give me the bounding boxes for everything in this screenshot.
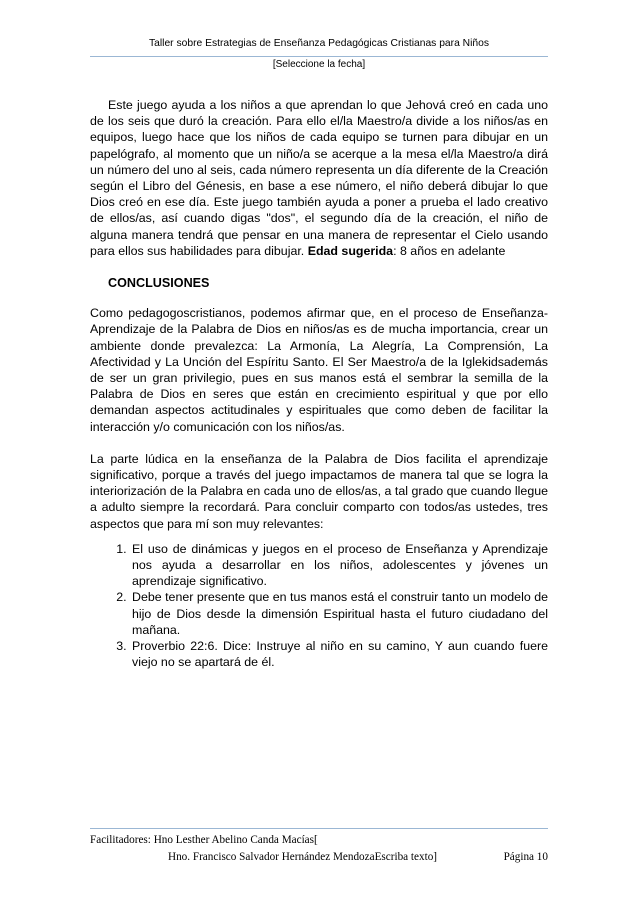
conclusions-heading: CONCLUSIONES — [108, 276, 210, 291]
age-label: Edad sugerida — [307, 243, 394, 258]
list-item: 1. El uso de dinámicas y juegos en el proceso de Enseñanza y Aprendizaje nos ayuda a desarrollar en los niños, adolescentes y jóvenes un aprendizaje significativo. — [130, 541, 548, 590]
paragraph-text: Este juego ayuda a los niños a que aprendan lo que Jehová creó en cada uno de los seis que duró la creación. Para ello el/la Maestro/a divide a los niños/as en equipos, luego hace que los niños de cada equipo se turnen para dibujar en un papelógrafo, al momento que un niño/a se acerque a la mesa el/la Maestro/a dirá un número del uno al seis, cada número representa un día diferente de la Creación según el Libro del Génesis, en base a ese número, el niño deberá dibujar lo que Dios creó en ese día. Este juego también ayuda a poner a prueba el lado creativo de ellos/as, así cuando digas "dos", el segundo día de la creación, el niño de alguna manera tendrá que pensar en una manera de representar el Cielo usando para ellos sus habilidades para dibujar. — [90, 98, 548, 258]
footer-facilitators-line2[interactable]: Hno. Francisco Salvador Hernández MendozaEscriba texto] — [168, 851, 438, 863]
paragraph-conclusions: Como pedagogoscristianos, podemos afirmar que, en el proceso de Enseñanza-Aprendizaje de la Palabra de Dios en niños/as es de mucha importancia, crear un ambiente donde prevalezca: La Armonía, La Alegría, La Comprensión, La Afectividad y La Unción del Espíritu Santo. El Ser Maestro/a de la Iglekidsademás de ser un gran privilegio, pues en sus manos está el sembrar la semilla de la Palabra de Dios en seres que están en crecimiento espiritual y que por ello demandan aspectos actitudinales y espirituales que como deben de facilitar la interacción y/o comunicación con los niños/as. — [90, 306, 548, 434]
document-body — [90, 97, 548, 671]
footer-divider — [90, 828, 548, 829]
footer-facilitators-line1: Facilitadores: Hno Lesther Abelino Canda Macías[ — [90, 834, 318, 846]
paragraph-ludic: La parte lúdica en la enseñanza de la Palabra de Dios facilita el aprendizaje significativo, porque a través del juego impactamos de manera tal que se logra la interiorización de la Palabra en cada uno de ellos/as, a tal grado que cuando llegue a adulto siempre la recordará. Para concluir comparto con todos/as ustedes, tres aspectos que para mí son muy relevantes: — [90, 451, 548, 531]
page-footer — [90, 832, 548, 866]
age-value: : 8 años en adelante — [393, 243, 506, 258]
paragraph-game-description — [90, 97, 548, 259]
date-field[interactable]: [Seleccione la fecha] — [272, 59, 366, 70]
page-number: Página 10 — [503, 851, 548, 863]
list-item: 2. Debe tener presente que en tus manos está el construir tanto un modelo de hijo de Dios desde la dimensión Espiritual hasta el futuro ciudadano del mañana. — [130, 589, 548, 638]
header-divider — [90, 56, 548, 57]
list-item: 3. Proverbio 22:6. Dice: Instruye al niño en su camino, Y aun cuando fuere viejo no se apartará de él. — [130, 638, 548, 670]
relevant-aspects-list — [90, 541, 548, 671]
page-header: Taller sobre Estrategias de Enseñanza Pedagógicas Cristianas para Niños — [149, 38, 489, 49]
